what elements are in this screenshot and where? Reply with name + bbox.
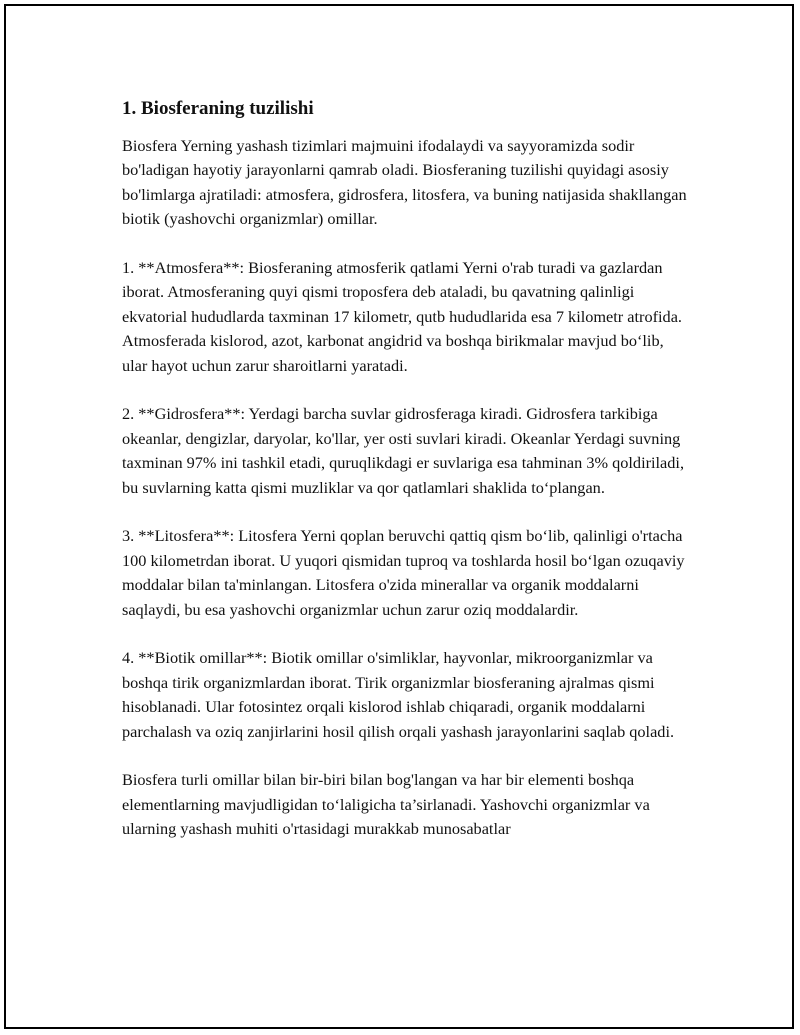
intro-paragraph: Biosfera Yerning yashash tizimlari majmuini ifodalaydi va sayyoramizda sodir bo'ladigan hayotiy jarayonlarni qamrab oladi. Biosferaning tuzilishi quyidagi asosiy bo'limlarga ajratiladi: atmosfera, gidrosfera, litosfera, va buning natijasida shakllangan biotik (yashovchi organizmlar) omillar. [122, 136, 687, 229]
hydrosphere-paragraph: 2. **Gidrosfera**: Yerdagi barcha suvlar gidrosferaga kiradi. Gidrosfera tarkibiga okeanlar, dengizlar, daryolar, ko'llar, yer osti suvlari kiradi. Okeanlar Yerdagi suvning taxminan 97% ini tashkil etadi, quruqlikdagi er suvlariga esa tahminan 3% qoldiriladi, bu suvlarning katta qismi muzliklar va qor qatlamlari shaklida to‘plangan. [122, 404, 685, 497]
biotic-factors-paragraph: 4. **Biotik omillar**: Biotik omillar o'simliklar, hayvonlar, mikroorganizmlar va boshqa tirik organizmlardan iborat. Tirik organizmlar biosferaning ajralmas qismi hisoblanadi. Ular fotosintez orqali kislorod ishlab chiqaradi, organik moddalarni parchalash va oziq zanjirlarini hosil qilish orqali yashash jarayonlarini saqlab qoladi. [122, 648, 675, 741]
closing-paragraph: Biosfera turli omillar bilan bir-biri bilan bog'langan va har bir elementi boshqa elementlarning mavjudligidan to‘laligicha ta’sirlanadi. Yashovchi organizmlar va ularning yashash muhiti o'rtasidagi murakkab munosabatlar [122, 770, 650, 839]
section-heading: 1. Biosferaning tuzilishi [122, 98, 314, 119]
atmosphere-paragraph: 1. **Atmosfera**: Biosferaning atmosferik qatlami Yerni o'rab turadi va gazlardan iborat. Atmosferaning quyi qismi troposfera deb ataladi, bu qavatning qalinligi ekvatorial hududlarda taxminan 17 kilometr, qutb hududlarida esa 7 kilometr atrofida. Atmosferada kislorod, azot, karbonat angidrid va boshqa birikmalar mavjud bo‘lib, ular hayot uchun zarur sharoitlarni yaratadi. [122, 258, 682, 375]
document-page [4, 4, 794, 1029]
document-body [122, 94, 692, 842]
lithosphere-paragraph: 3. **Litosfera**: Litosfera Yerni qoplan beruvchi qattiq qism bo‘lib, qalinligi o'rtacha 100 kilometrdan iborat. U yuqori qismidan tuproq va toshlarda hosil bo‘lgan ozuqaviy moddalar bilan ta'minlangan. Litosfera o'zida minerallar va organik moddalarni saqlaydi, bu esa yashovchi organizmlar uchun zarur oziq moddalardir. [122, 526, 685, 619]
